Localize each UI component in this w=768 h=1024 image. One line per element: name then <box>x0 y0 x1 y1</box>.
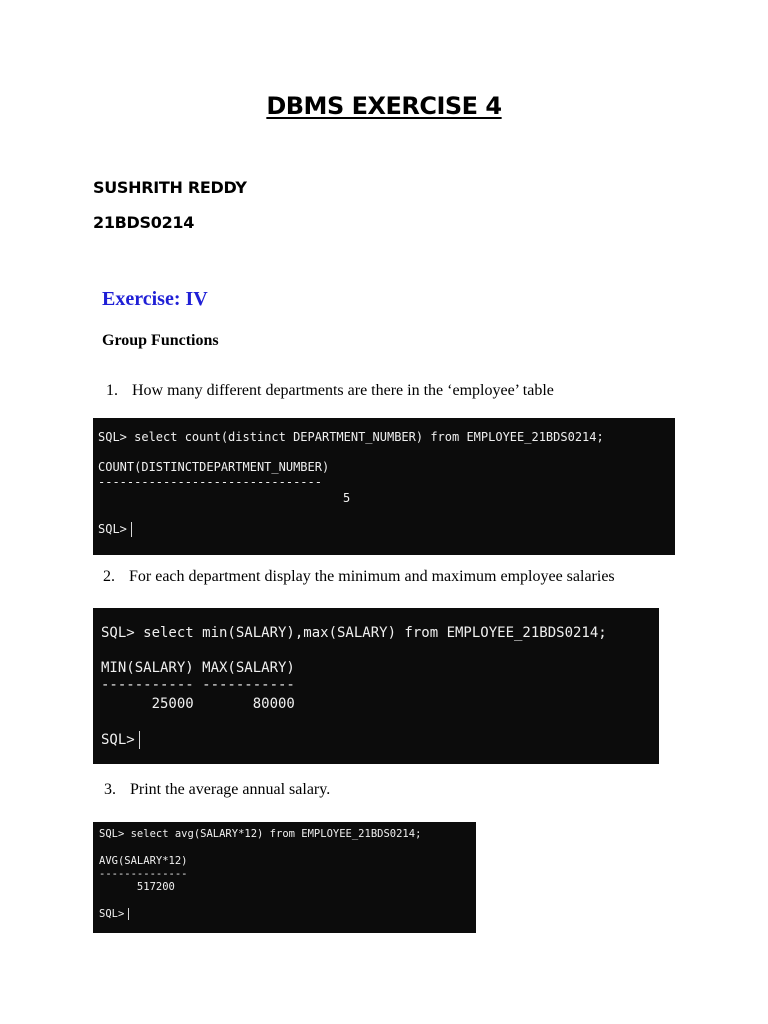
terminal-column-header: COUNT(DISTINCTDEPARTMENT_NUMBER) <box>98 460 330 474</box>
document-title: DBMS EXERCISE 4 <box>266 92 502 120</box>
terminal-command: SQL> select avg(SALARY*12) from EMPLOYEE_21BDS0214; <box>99 828 422 840</box>
terminal-prompt-line <box>98 522 132 537</box>
terminal-result: 5 <box>343 491 351 505</box>
terminal-screenshot-2 <box>93 608 659 764</box>
terminal-separator: -------------- <box>99 868 188 880</box>
terminal-screenshot-3 <box>93 822 476 933</box>
author-name: SUSHRITH REDDY <box>93 178 247 197</box>
terminal-prompt-line <box>101 731 140 749</box>
terminal-column-header: MIN(SALARY) MAX(SALARY) <box>101 660 295 676</box>
terminal-result: 517200 <box>99 881 175 893</box>
question-number: 3. <box>104 781 116 798</box>
terminal-command: SQL> select min(SALARY),max(SALARY) from EMPLOYEE_21BDS0214; <box>101 625 607 641</box>
exercise-heading: Exercise: IV <box>102 288 208 310</box>
terminal-command: SQL> select count(distinct DEPARTMENT_NUMBER) from EMPLOYEE_21BDS0214; <box>98 430 604 444</box>
terminal-screenshot-1 <box>93 418 675 555</box>
terminal-separator: ------------------------------- <box>98 475 322 489</box>
question-text: Print the average annual salary. <box>130 781 331 798</box>
terminal-prompt: SQL> <box>101 732 135 748</box>
question-number: 2. <box>103 568 115 585</box>
question-1 <box>106 382 554 400</box>
exercise-subheading: Group Functions <box>102 332 219 349</box>
question-text: For each department display the minimum and maximum employee salaries <box>129 568 615 585</box>
terminal-separator: ----------- ----------- <box>101 677 295 693</box>
terminal-result: 25000 80000 <box>101 696 295 712</box>
text-cursor <box>128 908 129 920</box>
text-cursor <box>139 731 140 749</box>
terminal-prompt-line <box>99 908 129 920</box>
text-cursor <box>131 522 132 537</box>
terminal-column-header: AVG(SALARY*12) <box>99 855 188 867</box>
question-2 <box>103 568 615 586</box>
terminal-prompt: SQL> <box>98 522 127 536</box>
terminal-prompt: SQL> <box>99 908 125 920</box>
question-text: How many different departments are there in the ‘employee’ table <box>132 382 554 399</box>
author-id: 21BDS0214 <box>93 213 195 232</box>
question-number: 1. <box>106 382 118 399</box>
question-3 <box>104 781 330 799</box>
